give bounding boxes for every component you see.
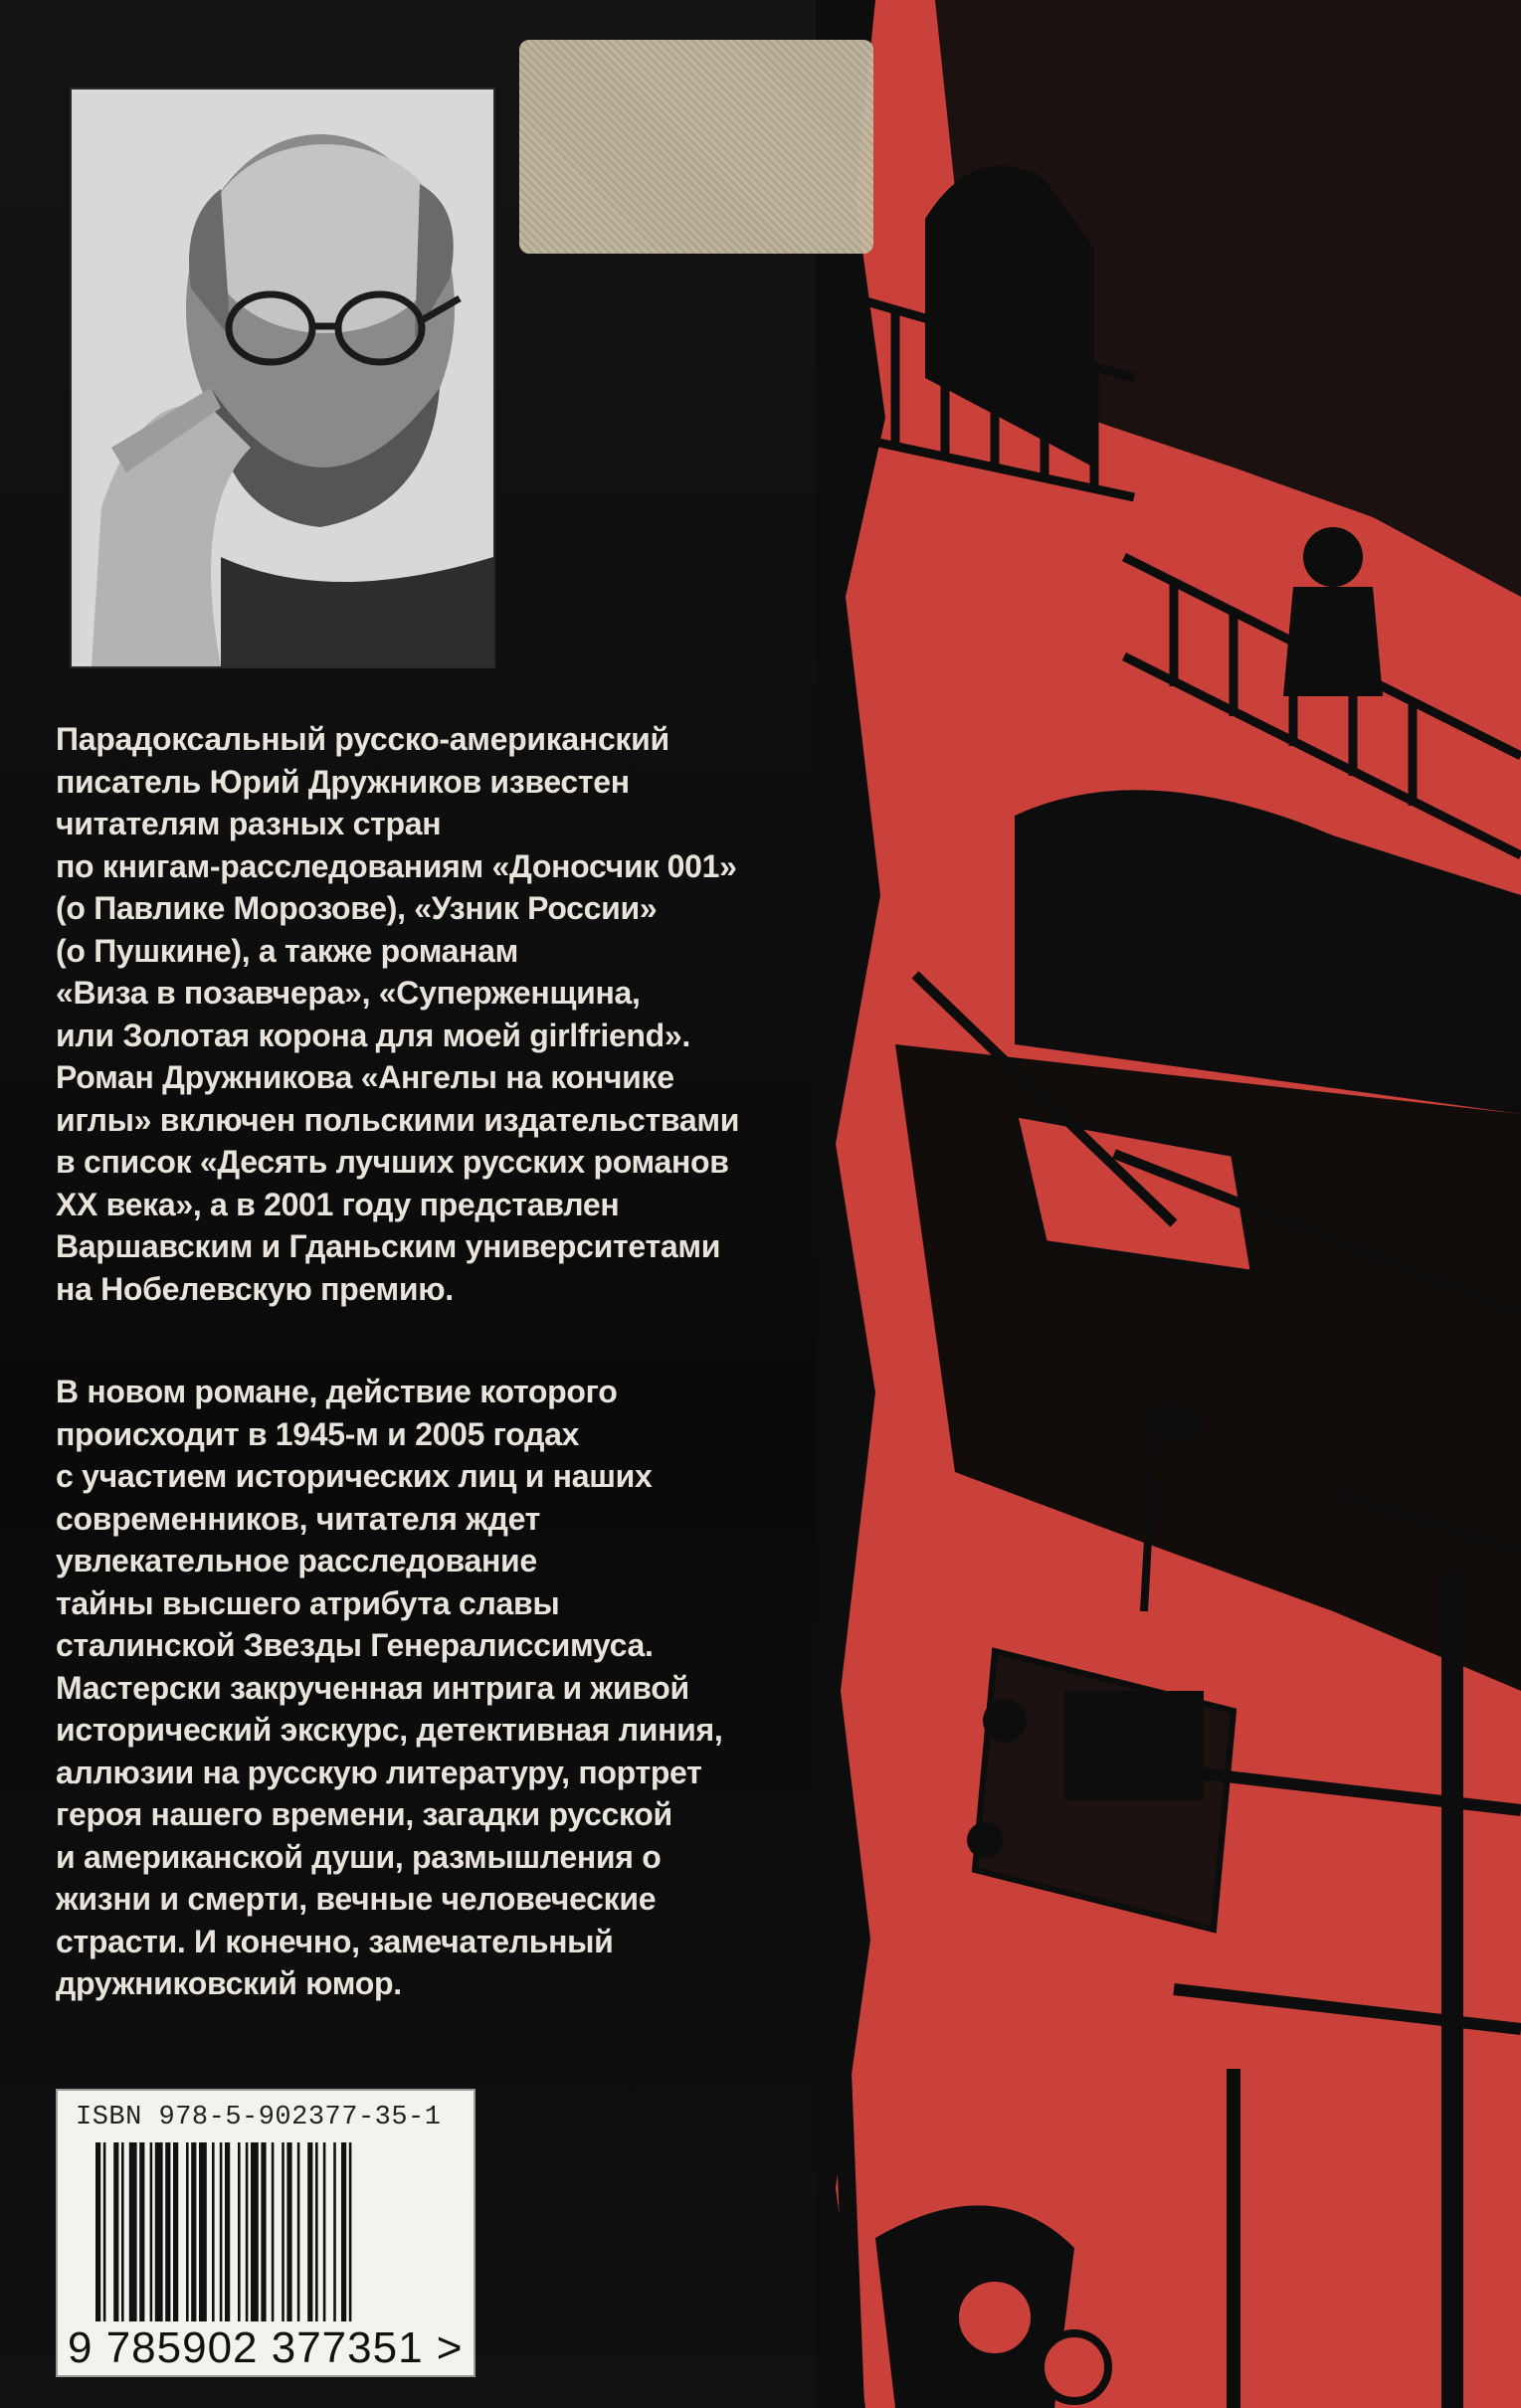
barcode-bar bbox=[349, 2142, 352, 2321]
paragraph-line: или Золотая корона для моей girlfriend». bbox=[56, 1017, 691, 1053]
barcode-bar bbox=[282, 2142, 285, 2321]
paragraph-line: «Виза в позавчера», «Суперженщина, bbox=[56, 975, 641, 1011]
paragraph-line: (о Пушкине), а также романам bbox=[56, 932, 519, 969]
barcode-bar bbox=[341, 2142, 346, 2321]
paragraph-line: Мастерски закрученная интрига и живой bbox=[56, 1669, 689, 1706]
barcode-bar bbox=[186, 2142, 189, 2321]
description-paragraph-2 bbox=[56, 1371, 842, 2005]
paragraph-line: (о Павлике Морозове), «Узник России» bbox=[56, 890, 658, 926]
barcode-bar bbox=[225, 2142, 230, 2321]
paragraph-line: исторический экскурс, детективная линия, bbox=[56, 1712, 723, 1748]
barcode-bar bbox=[238, 2142, 241, 2321]
barcode-bar bbox=[165, 2142, 170, 2321]
paragraph-line: по книгам-расследованиям «Доносчик 001» bbox=[56, 847, 737, 884]
barcode-bar bbox=[103, 2142, 106, 2321]
building-illustration-icon bbox=[816, 0, 1521, 2408]
paragraph-line: с участием исторических лиц и наших bbox=[56, 1458, 653, 1494]
barcode-digits: 9 785902 377351 > bbox=[68, 2323, 464, 2372]
paragraph-line: аллюзии на русскую литературу, портрет bbox=[56, 1754, 702, 1790]
paragraph-line: дружниковский юмор. bbox=[56, 1965, 402, 2001]
paragraph-line: писатель Юрий Дружников известен bbox=[56, 763, 630, 800]
barcode-bar bbox=[297, 2142, 300, 2321]
barcode-bar bbox=[121, 2142, 124, 2321]
author-portrait bbox=[70, 88, 495, 668]
paragraph-line: происходит в 1945-м и 2005 годах bbox=[56, 1415, 580, 1452]
isbn-barcode bbox=[56, 2089, 475, 2377]
cover-illustration bbox=[816, 0, 1521, 2408]
paragraph-line: современников, читателя ждет bbox=[56, 1500, 541, 1537]
description-paragraph-1 bbox=[56, 718, 842, 1310]
paragraph-line: Роман Дружникова «Ангелы на кончике bbox=[56, 1059, 674, 1095]
barcode-bar bbox=[191, 2142, 196, 2321]
paragraph-line: Парадоксальный русско-американский bbox=[56, 721, 669, 757]
barcode-bar bbox=[323, 2142, 326, 2321]
paragraph-line: страсти. И конечно, замечательный bbox=[56, 1923, 614, 1959]
paragraph-line: читателям разных стран bbox=[56, 806, 442, 841]
barcode-bar bbox=[246, 2142, 249, 2321]
barcode-bar bbox=[315, 2142, 318, 2321]
author-portrait-icon bbox=[72, 90, 493, 666]
paragraph-line: жизни и смерти, вечные человеческие bbox=[56, 1881, 657, 1917]
barcode-bar bbox=[139, 2142, 144, 2321]
barcode-bar bbox=[95, 2142, 100, 2321]
barcode-bar bbox=[272, 2142, 275, 2321]
ean-barcode-icon bbox=[95, 2142, 444, 2321]
barcode-bar bbox=[173, 2142, 178, 2321]
barcode-bar bbox=[307, 2142, 312, 2321]
barcode-bar bbox=[220, 2142, 223, 2321]
isbn-label: ISBN 978-5-902377-35-1 bbox=[76, 2103, 442, 2132]
barcode-bar bbox=[129, 2142, 137, 2321]
barcode-bar bbox=[286, 2142, 291, 2321]
paragraph-line: сталинской Звезды Генералиссимуса. bbox=[56, 1627, 654, 1663]
barcode-bar bbox=[212, 2142, 215, 2321]
barcode-bar bbox=[150, 2142, 153, 2321]
paragraph-line: героя нашего времени, загадки русской bbox=[56, 1796, 672, 1832]
paragraph-line: Варшавским и Гданьским университетами bbox=[56, 1228, 721, 1264]
paragraph-line: на Нобелевскую премию. bbox=[56, 1270, 454, 1307]
barcode-bar bbox=[113, 2142, 118, 2321]
paragraph-line: иглы» включен польскими издательствами bbox=[56, 1101, 740, 1138]
barcode-bar bbox=[155, 2142, 163, 2321]
price-sticker-remnant bbox=[519, 40, 873, 254]
barcode-bar bbox=[251, 2142, 259, 2321]
barcode-bar bbox=[261, 2142, 266, 2321]
barcode-bar bbox=[333, 2142, 336, 2321]
paragraph-line: увлекательное расследование bbox=[56, 1543, 537, 1578]
paragraph-line: и американской души, размышления о bbox=[56, 1838, 662, 1875]
paragraph-line: В новом романе, действие которого bbox=[56, 1374, 618, 1409]
paragraph-line: тайны высшего атрибута славы bbox=[56, 1584, 560, 1621]
paragraph-line: в список «Десять лучших русских романов bbox=[56, 1144, 729, 1180]
paragraph-line: XX века», а в 2001 году представлен bbox=[56, 1186, 620, 1222]
barcode-bar bbox=[199, 2142, 207, 2321]
